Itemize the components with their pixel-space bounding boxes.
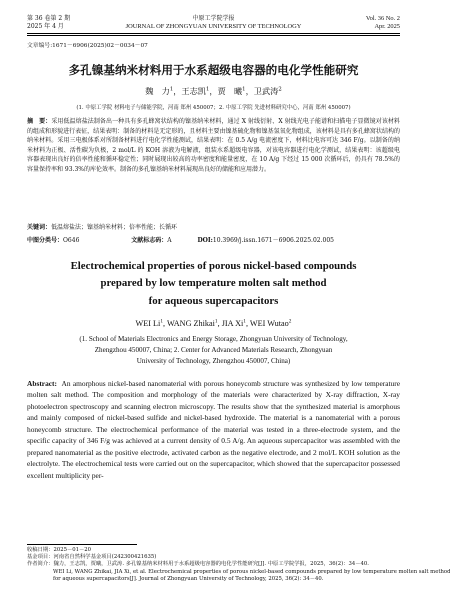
author-en: WEI Wutao bbox=[249, 319, 289, 328]
title-en-line: Electrochemical properties of porous nickel-based compounds bbox=[70, 260, 357, 272]
clc-code: O646 bbox=[63, 237, 80, 244]
footnote-separator bbox=[27, 544, 137, 545]
abstract-en-label: Abstract: bbox=[27, 379, 57, 388]
keywords-cn-text: 低温熔盐法；镍基纳米材料；倍率性能；长循环 bbox=[51, 224, 178, 231]
author-affil-mark: 1 bbox=[214, 318, 218, 325]
keywords-cn-label: 关键词： bbox=[27, 224, 52, 231]
doc-code: A bbox=[167, 237, 172, 244]
date-en: Apr. 2025 bbox=[374, 23, 400, 30]
author-cn: 贾 曦 bbox=[217, 86, 243, 96]
affiliation-en-line: University of Technology, Zhengzhou 450007, China) bbox=[136, 357, 291, 365]
title-en-line: for aqueous supercapacitors bbox=[148, 294, 279, 307]
journal-name-en: JOURNAL OF ZHONGYUAN UNIVERSITY OF TECHNOLOGY bbox=[125, 23, 302, 30]
abstract-en bbox=[27, 378, 400, 481]
abstract-cn-label: 摘 要： bbox=[27, 118, 52, 125]
authors-cn: 魏 力$^1$，王志凯$^1$，贾 曦$^1$，卫武涛$^2$ bbox=[145, 86, 282, 96]
footnote-funding: 基金项目：河南省自然科学基金项目(242300421635) bbox=[27, 554, 157, 561]
affiliation-en-line: (1. School of Materials Electronics and Energy Storage, Zhongyuan University of Technology, bbox=[79, 335, 348, 343]
affiliation-en-line: Zhengzhou 450007, China; 2. Center for Advanced Materials Research, Zhongyuan bbox=[94, 346, 333, 354]
paper-title-cn: 多孔镍基纳米材料用于水系超级电容器的电化学性能研究 bbox=[68, 63, 359, 77]
author-cn: 卫武涛 bbox=[253, 86, 279, 96]
footnote-citation-cn: 作者简介：魏力，王志凯，贾曦，卫武涛. 多孔镍基纳米材料用于水系超级电容器的电化学性能研究[J]. 中原工学院学报，2025，36(2)：34－40. bbox=[27, 561, 369, 568]
abstract-cn bbox=[27, 117, 400, 175]
author-cn: 魏 力 bbox=[145, 86, 170, 96]
journal-name-cn: 中原工学院学报 bbox=[192, 15, 235, 22]
affiliation-cn: (1. 中原工学院 材料电子与储能学院，河南 郑州 450007；2. 中原工学院 先进材料研究中心，河南 郑州 450007) bbox=[76, 105, 351, 111]
author-affil-mark: 1 bbox=[169, 86, 174, 93]
title-en-line: prepared by low temperature molten salt method bbox=[100, 277, 327, 290]
author-en: WEI Li bbox=[135, 319, 161, 328]
affiliation-en bbox=[27, 334, 400, 367]
doi-value: 10.3969/j.issn.1671－6906.2025.02.005 bbox=[212, 237, 334, 244]
author-cn: 王志凯 bbox=[181, 86, 206, 96]
author-en: WANG Zhikai bbox=[166, 319, 215, 328]
footnotes bbox=[27, 547, 450, 583]
abstract-en-text: An amorphous nickel-based nanomaterial with porous honeycomb structure was synthesized by low temperature molten salt method. The composition and morphology of the materials were characterized by X-ray diffraction, X-ray photoelectron spectroscopy and scanning electron microscopy. The results show that the synthesized material is amorphous and mainly composed of nickel-based sulfide and nickel-based hydroxide. The material is a nanomaterial with a porous honeycomb structure. The electrochemical performance of the material was tested in a three-electrode system, and the specific capacity of 346 F/g was achieved at a current density of 0.5 A/g. An aqueous supercapacitor was assembled with the prepared nanomaterial as the positive electrode, activated carbon as the negative electrode, and 2 mol/L KOH solution as the electrolyte. The electrochemical tests were carried out on the supercapacitor, which showed that the supercapacitor possessed excellent multiplicity per- bbox=[27, 379, 400, 480]
doi-label: DOI: bbox=[197, 237, 213, 244]
date-cn: 2025 年 4 月 bbox=[27, 23, 64, 30]
clc-label: 中图分类号： bbox=[27, 237, 64, 244]
footnote-citation-en: WEI Li, WANG Zhikai, JIA Xi, et al. Electrochemical properties of porous nickel-based compounds prepared by low temperature molten salt method bbox=[53, 568, 450, 575]
author-affil-mark: 2 bbox=[278, 86, 282, 93]
header-rule-secondary bbox=[27, 35, 400, 36]
author-affil-mark: 2 bbox=[288, 318, 292, 325]
authors-en: WEI Li$^1$, WANG Zhikai$^1$, JIA Xi$^1$, WEI Wutao$^2$ bbox=[135, 318, 292, 328]
paper-title-en bbox=[27, 258, 400, 310]
author-affil-mark: 1 bbox=[243, 318, 246, 325]
volume-issue-en: Vol. 36 No. 2 bbox=[365, 15, 400, 22]
author-en: JIA Xi bbox=[221, 319, 244, 328]
author-affil-mark: 1 bbox=[242, 86, 246, 93]
footnote-citation-en-cont: for aqueous supercapacitors[J]. Journal of Zhongyuan University of Technology, 2025, 36(2): 34－40. bbox=[53, 575, 324, 582]
footnote-received: 收稿日期：2025－01－20 bbox=[27, 547, 92, 553]
classification-line bbox=[27, 236, 400, 245]
keywords-cn bbox=[27, 223, 400, 233]
author-affil-mark: 1 bbox=[206, 86, 210, 93]
abstract-cn-text: 采用低温熔盐法制备出一种具有多孔蜂窝状结构的镍基纳米材料，通过 X 射线衍射、X 射线光电子能谱和扫描电子显微镜对该材料的组成和形貌进行表征，结果表明：制备的材料是无定形的，且材料主要由镍基硫化物和镍基氢氧化物组成，该材料是具有多孔蜂窝状结构的纳米材料。采用三电极体系对所制备材料进行电化学性能测试，结果表明：在 0.5 A/g 电流密度下，材料比电容可达 346 F/g。以制备的纳米材料为正极、活性碳为负极，2 mol/L 的 KOH 溶液为电解液，组装水系超级电容器，对该电容器进行电化学测试，结果表明：该超级电容器表现出良好的倍率性能和循环稳定性；同时展现出较高的功率密度和能量密度，在 10 A/g 下经过 15 000 次循环后，仍具有 78.5%的容量保持率和 93.3%的库伦效率。制备的多孔镍基纳米材料展现出良好的储能和应用潜力。 bbox=[27, 118, 400, 173]
author-affil-mark: 1 bbox=[160, 318, 163, 325]
article-number: 文章编号:1671－6906(2025)02－0034－07 bbox=[27, 43, 148, 49]
volume-issue-cn: 第 36 卷第 2 期 bbox=[27, 15, 71, 22]
doc-code-label: 文献标志码： bbox=[131, 237, 168, 244]
